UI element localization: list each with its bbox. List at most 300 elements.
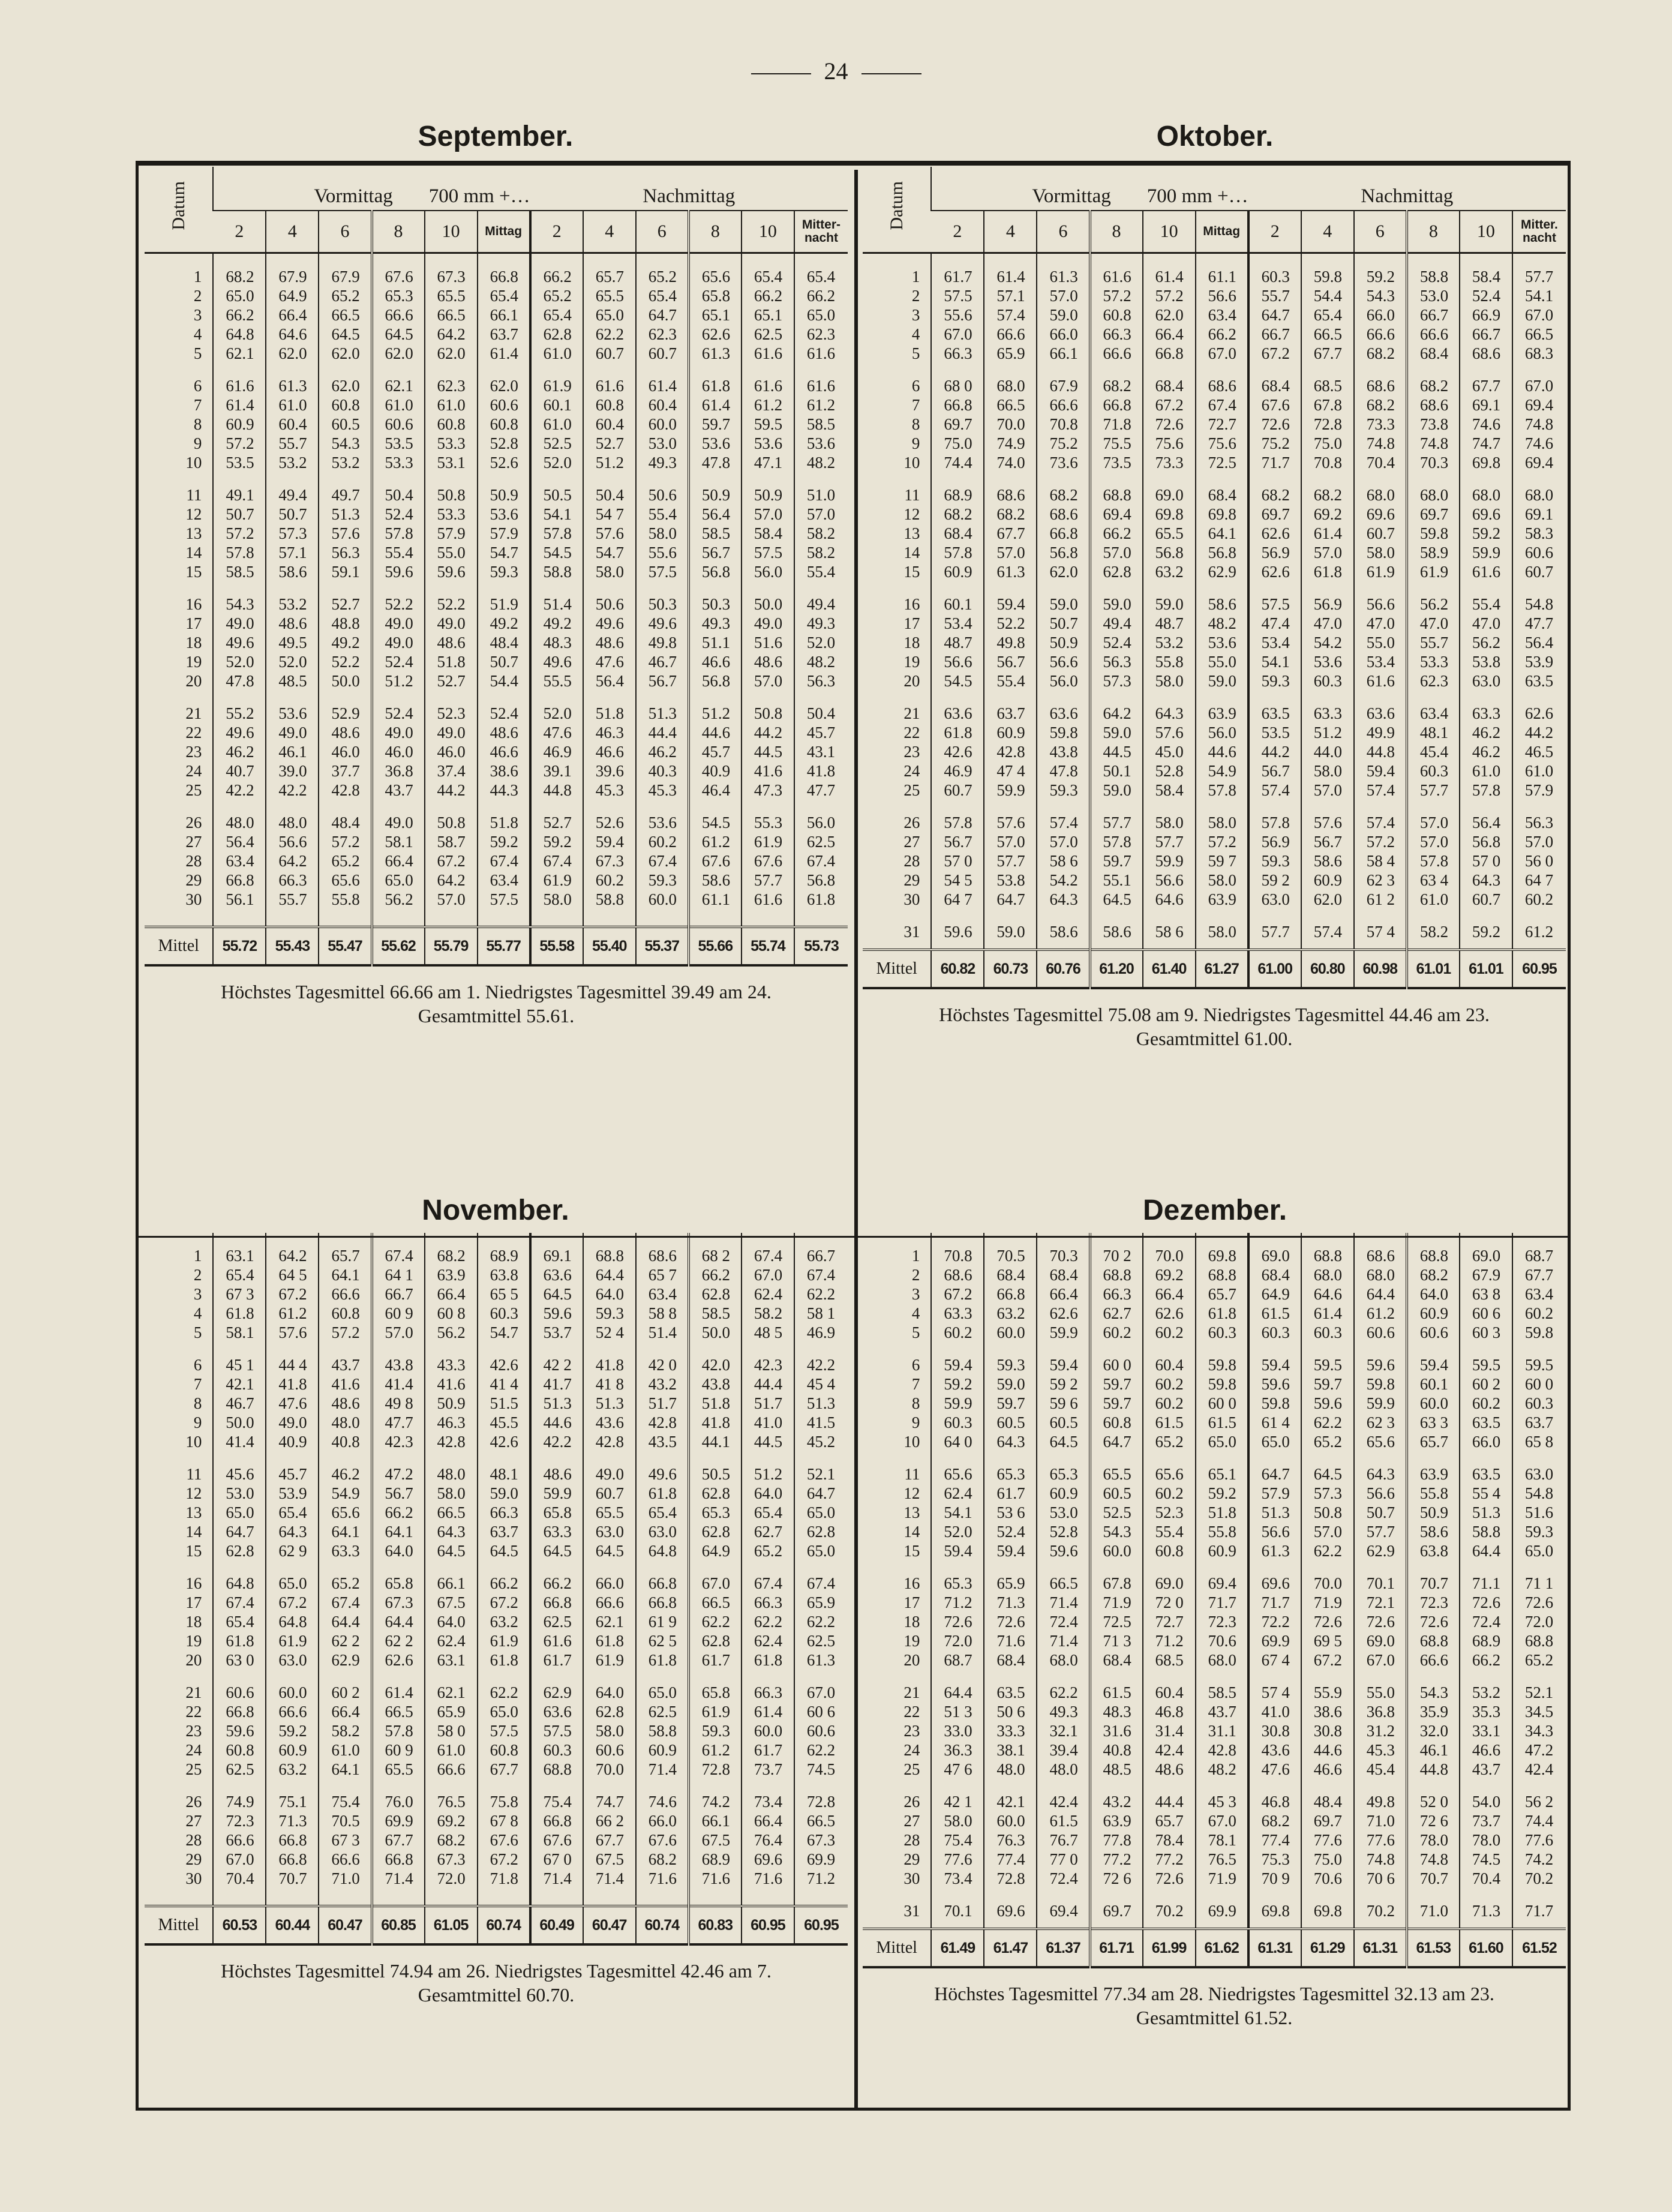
value-cell: 35.9 [1407,1702,1460,1721]
table-row [145,485,848,505]
value-cell: 62.8 [530,325,583,344]
value-cell: 71.7 [1248,453,1301,472]
value-cell: 51.3 [583,1394,636,1413]
value-cell: 68.4 [1407,344,1460,363]
value-cell: 33.3 [984,1721,1037,1740]
value-cell: 42 2 [530,1355,583,1374]
value-cell: 44.8 [530,781,583,800]
value-cell: 61.9 [583,1650,636,1670]
value-cell: 60 6 [1460,1304,1512,1323]
table-row [145,1394,848,1413]
value-cell: 65.0 [213,286,266,305]
value-cell: 59.8 [1037,723,1089,742]
value-cell: 57.6 [984,813,1037,832]
value-cell: 60.3 [1248,1323,1301,1342]
table-row [863,890,1566,909]
value-cell: 65.5 [425,286,478,305]
value-cell: 50.3 [636,595,689,614]
value-cell: 57.7 [1512,267,1566,286]
value-cell: 69.0 [1248,1246,1301,1265]
value-cell: 62.5 [794,832,848,851]
value-cell: 57.8 [372,1721,425,1740]
mittel-value: 61.60 [1460,1929,1512,1967]
value-cell: 67 8 [478,1811,530,1830]
value-cell: 61.3 [689,344,742,363]
day-cell: 12 [903,1484,920,1502]
value-cell: 67.7 [583,1830,636,1850]
table-row [863,1503,1566,1522]
value-cell: 68.0 [1407,485,1460,505]
value-cell: 61.0 [266,395,319,415]
hour-header: 8 [372,211,425,253]
value-cell: 64.2 [1090,704,1143,723]
day-cell: 29 [185,1850,202,1868]
value-cell: 59.8 [1512,1323,1566,1342]
value-cell: 54.7 [583,543,636,562]
value-cell: 62.6 [1248,562,1301,581]
month-title-september: September. [418,121,574,152]
value-cell: 64.2 [425,325,478,344]
table-row [863,1246,1566,1265]
value-cell: 74.9 [984,434,1037,453]
day-cell: 12 [185,505,202,523]
value-cell: 45.2 [794,1432,848,1451]
day-cell: 20 [903,672,920,690]
value-cell: 67.2 [1143,395,1196,415]
table-row [145,851,848,871]
month-summary [145,1959,848,2007]
value-cell: 65 7 [636,1265,689,1284]
value-cell: 49.4 [266,485,319,505]
value-cell: 60.0 [266,1683,319,1702]
day-cell: 27 [903,1812,920,1830]
value-cell: 61.5 [1037,1811,1089,1830]
value-cell: 69.6 [1354,505,1407,524]
value-cell: 65.2 [1512,1650,1566,1670]
value-cell: 61.6 [794,376,848,395]
day-cell: 9 [193,1413,202,1431]
value-cell: 63.8 [478,1265,530,1284]
day-cell: 31 [903,923,920,941]
value-cell: 65.8 [689,286,742,305]
value-cell: 68.8 [1407,1246,1460,1265]
table-row [863,1631,1566,1650]
value-cell: 63.6 [931,704,984,723]
value-cell: 75.4 [931,1830,984,1850]
day-cell: 17 [903,614,920,632]
value-cell: 57.0 [794,505,848,524]
table-row [145,415,848,434]
value-cell: 48.4 [1301,1792,1354,1811]
value-cell: 50.7 [1354,1503,1407,1522]
value-cell: 67.3 [372,1593,425,1612]
value-cell: 60 8 [425,1304,478,1323]
day-cell: 5 [193,344,202,362]
value-cell: 51.6 [1512,1503,1566,1522]
value-cell: 56.2 [372,890,425,909]
value-cell: 61.6 [213,376,266,395]
value-cell: 41 8 [583,1374,636,1394]
value-cell: 59.5 [1460,1355,1512,1374]
value-cell: 62.8 [689,1631,742,1650]
value-cell: 72.5 [1090,1612,1143,1631]
value-cell: 60.8 [583,395,636,415]
value-cell: 57.7 [984,851,1037,871]
value-cell: 66.8 [984,1284,1037,1304]
value-cell: 49.9 [1354,723,1407,742]
value-cell: 64.7 [213,1522,266,1541]
value-cell: 47.0 [1460,614,1512,633]
value-cell: 53.3 [425,434,478,453]
value-cell: 65.0 [266,1574,319,1593]
value-cell: 64.3 [266,1522,319,1541]
value-cell: 43.7 [319,1355,371,1374]
hour-header: 6 [1354,211,1407,253]
value-cell: 66.4 [319,1702,371,1721]
value-cell: 51.8 [583,704,636,723]
value-cell: 68.9 [931,485,984,505]
value-cell: 66.4 [266,305,319,325]
value-cell: 72.1 [1354,1593,1407,1612]
value-cell: 48.0 [213,813,266,832]
value-cell: 66.0 [1037,325,1089,344]
day-cell: 11 [904,1465,920,1483]
value-cell: 66.5 [425,1503,478,1522]
value-cell: 66.6 [1407,1650,1460,1670]
value-cell: 46.3 [583,723,636,742]
value-cell: 67.3 [425,1850,478,1869]
value-cell: 68.2 [1354,344,1407,363]
day-cell: 24 [903,762,920,780]
value-cell: 72.6 [1354,1612,1407,1631]
value-cell: 61.3 [1037,267,1089,286]
value-cell: 60.4 [266,415,319,434]
value-cell: 51.5 [478,1394,530,1413]
value-cell: 67.4 [794,1265,848,1284]
value-cell: 61.3 [266,376,319,395]
value-cell: 69 5 [1301,1631,1354,1650]
value-cell: 48 5 [742,1323,794,1342]
value-cell: 49.8 [636,633,689,652]
value-cell: 66.6 [1407,325,1460,344]
day-cell: 4 [193,325,202,343]
value-cell: 59.5 [1301,1355,1354,1374]
value-cell: 66.6 [372,305,425,325]
table-row [863,781,1566,800]
value-cell: 63.4 [1196,305,1248,325]
value-cell: 60.4 [583,415,636,434]
value-cell: 52.0 [530,453,583,472]
value-cell: 54.4 [478,671,530,691]
value-cell: 70.6 [1301,1869,1354,1888]
value-cell: 56.8 [689,562,742,581]
day-cell: 18 [903,634,920,652]
value-cell: 60.4 [1143,1355,1196,1374]
value-cell: 70.1 [1354,1574,1407,1593]
day-cell: 28 [903,1831,920,1849]
value-cell: 60.0 [636,415,689,434]
table-row [863,1869,1566,1888]
value-cell: 72.6 [1143,415,1196,434]
value-cell: 58.5 [689,524,742,543]
day-cell: 15 [185,563,202,581]
value-cell: 60.6 [213,1683,266,1702]
value-cell: 57.7 [742,871,794,890]
value-cell: 56.4 [583,671,636,691]
value-cell: 67 0 [530,1850,583,1869]
table-row [145,633,848,652]
value-cell: 62.6 [1512,704,1566,723]
value-cell: 57.8 [1460,781,1512,800]
value-cell: 51.6 [742,633,794,652]
day-cell: 10 [185,454,202,472]
value-cell: 75.0 [931,434,984,453]
value-cell: 73.4 [931,1869,984,1888]
value-cell: 63.6 [1037,704,1089,723]
value-cell: 58.0 [1196,813,1248,832]
value-cell: 60.8 [478,415,530,434]
value-cell: 60 2 [319,1683,371,1702]
table-row [145,505,848,524]
value-cell: 31.6 [1090,1721,1143,1740]
value-cell: 61.8 [636,1650,689,1670]
value-cell: 58.6 [1090,922,1143,941]
value-cell: 55.7 [1248,286,1301,305]
value-cell: 67.2 [931,1284,984,1304]
value-cell: 55.4 [794,562,848,581]
value-cell: 57.3 [1090,671,1143,691]
value-cell: 50.6 [636,485,689,505]
value-cell: 74.9 [213,1792,266,1811]
value-cell: 72.3 [1407,1593,1460,1612]
value-cell: 75.0 [1301,434,1354,453]
value-cell: 44.4 [636,723,689,742]
value-cell: 56.4 [213,832,266,851]
value-cell: 66.8 [266,1830,319,1850]
value-cell: 61.5 [1143,1413,1196,1432]
value-cell: 45 4 [794,1374,848,1394]
table-row [863,742,1566,761]
value-cell: 61.8 [794,890,848,909]
value-cell: 65.4 [636,1503,689,1522]
value-cell: 42.3 [742,1355,794,1374]
value-cell: 43.1 [794,742,848,761]
value-cell: 71.3 [1460,1901,1512,1920]
table-row [863,305,1566,325]
value-cell: 60 0 [1090,1355,1143,1374]
table-row [863,633,1566,652]
value-cell: 59.4 [583,832,636,851]
value-cell: 57.7 [1354,1522,1407,1541]
value-cell: 46.6 [583,742,636,761]
value-cell: 55.3 [742,813,794,832]
value-cell: 45 1 [213,1355,266,1374]
value-cell: 66.4 [372,851,425,871]
value-cell: 48.0 [425,1464,478,1484]
value-cell: 48.5 [1090,1760,1143,1779]
day-cell: 20 [185,672,202,690]
value-cell: 46.2 [636,742,689,761]
value-cell: 53.6 [794,434,848,453]
data-table [145,167,848,967]
value-cell: 48.2 [794,652,848,671]
value-cell: 53.7 [530,1323,583,1342]
value-cell: 67.4 [636,851,689,871]
value-cell: 54.9 [319,1484,371,1503]
value-cell: 61.0 [425,1740,478,1760]
value-cell: 58.2 [319,1721,371,1740]
value-cell: 59.4 [1037,1355,1089,1374]
value-cell: 68.6 [1460,344,1512,363]
half-divider [139,1236,1568,1238]
value-cell: 64.1 [319,1265,371,1284]
value-cell: 67.8 [1301,395,1354,415]
hour-header: 4 [266,211,319,253]
value-cell: 66.8 [1037,524,1089,543]
value-cell: 37.7 [319,761,371,781]
value-cell: 66.4 [1143,325,1196,344]
day-cell: 5 [911,344,920,362]
value-cell: 77.6 [1301,1830,1354,1850]
table-row [145,1702,848,1721]
day-cell: 12 [185,1484,202,1502]
day-cell: 6 [193,1356,202,1374]
day-cell: 21 [185,704,202,722]
value-cell: 64.5 [1037,1432,1089,1451]
value-cell: 53.6 [266,704,319,723]
value-cell: 57.4 [1354,813,1407,832]
table-row [145,1612,848,1631]
value-cell: 65.3 [372,286,425,305]
value-cell: 59.6 [213,1721,266,1740]
value-cell: 59.0 [984,1374,1037,1394]
value-cell: 58.0 [583,562,636,581]
day-cell: 7 [193,396,202,414]
value-cell: 68.8 [1090,1265,1143,1284]
value-cell: 65.7 [319,1246,371,1265]
table-row [145,1484,848,1503]
value-cell: 62.4 [931,1484,984,1503]
value-cell: 76.0 [372,1792,425,1811]
value-cell: 64.9 [1248,1284,1301,1304]
value-cell: 72.6 [1407,1612,1460,1631]
value-cell: 60.6 [794,1721,848,1740]
value-cell: 65.8 [530,1503,583,1522]
value-cell: 61.7 [689,1650,742,1670]
value-cell: 64.5 [1090,890,1143,909]
value-cell: 74.8 [1407,1850,1460,1869]
value-cell: 59.3 [583,1304,636,1323]
value-cell: 53.6 [1196,633,1248,652]
value-cell: 67.5 [583,1850,636,1869]
value-cell: 47.6 [530,723,583,742]
value-cell: 68.0 [1354,485,1407,505]
value-cell: 62.1 [583,1612,636,1631]
vormittag-header [213,167,530,211]
value-cell: 55.8 [319,890,371,909]
value-cell: 78.0 [1407,1830,1460,1850]
value-cell: 61.9 [478,1631,530,1650]
value-cell: 51.3 [530,1394,583,1413]
hour-header: Mittag [1196,211,1248,253]
value-cell: 42.8 [319,781,371,800]
value-cell: 44.5 [742,1432,794,1451]
day-cell: 14 [903,544,920,562]
value-cell: 42.2 [794,1355,848,1374]
table-row [863,1541,1566,1560]
mittel-value: 60.53 [213,1906,266,1944]
hour-header: Mitter- nacht [794,211,848,253]
table-row [863,1323,1566,1342]
value-cell: 43.6 [583,1413,636,1432]
value-cell: 53.9 [1512,652,1566,671]
value-cell: 52.4 [372,704,425,723]
value-cell: 54.2 [1037,871,1089,890]
value-cell: 45.7 [266,1464,319,1484]
value-cell: 65.1 [742,305,794,325]
table-row [145,742,848,761]
value-cell: 65.0 [794,305,848,325]
day-cell: 23 [185,743,202,761]
day-cell: 24 [903,1741,920,1759]
value-cell: 60.0 [742,1721,794,1740]
mittel-value: 60.80 [1301,950,1354,988]
value-cell: 56.2 [425,1323,478,1342]
table-row [145,595,848,614]
value-cell: 74.8 [1354,434,1407,453]
value-cell: 47 4 [984,761,1037,781]
value-cell: 52.3 [425,704,478,723]
value-cell: 66.3 [478,1503,530,1522]
value-cell: 44.2 [742,723,794,742]
value-cell: 72.4 [1037,1869,1089,1888]
value-cell: 62.6 [1248,524,1301,543]
summary-gesamtmittel: Gesamtmittel 55.61. [418,1005,575,1027]
value-cell: 66.5 [794,1811,848,1830]
value-cell: 65.2 [1143,1432,1196,1451]
day-cell: 3 [193,306,202,324]
value-cell: 62.6 [1037,1304,1089,1323]
value-cell: 57.4 [1037,813,1089,832]
value-cell: 56.0 [1037,671,1089,691]
value-cell: 54.8 [1512,1484,1566,1503]
value-cell: 51.2 [583,453,636,472]
value-cell: 62.9 [530,1683,583,1702]
value-cell: 68.2 [1090,376,1143,395]
day-cell: 5 [911,1323,920,1341]
value-cell: 52.2 [984,614,1037,633]
value-cell: 67.6 [689,851,742,871]
table-row [145,1541,848,1560]
day-cell: 21 [903,1683,920,1701]
value-cell: 63.0 [583,1522,636,1541]
table-row [145,1265,848,1284]
table-row [863,1593,1566,1612]
mittel-label: Mittel [145,927,213,965]
value-cell: 62.2 [1037,1683,1089,1702]
value-cell: 54 7 [583,505,636,524]
value-cell: 60.2 [1143,1394,1196,1413]
value-cell: 57.0 [1037,286,1089,305]
value-cell: 76.4 [742,1830,794,1850]
value-cell: 75.5 [1090,434,1143,453]
value-cell: 49.6 [636,1464,689,1484]
value-cell: 75.6 [1143,434,1196,453]
value-cell: 67.3 [583,851,636,871]
value-cell: 54.1 [1248,652,1301,671]
value-cell: 68.2 [213,267,266,286]
month-summary [863,1003,1566,1051]
